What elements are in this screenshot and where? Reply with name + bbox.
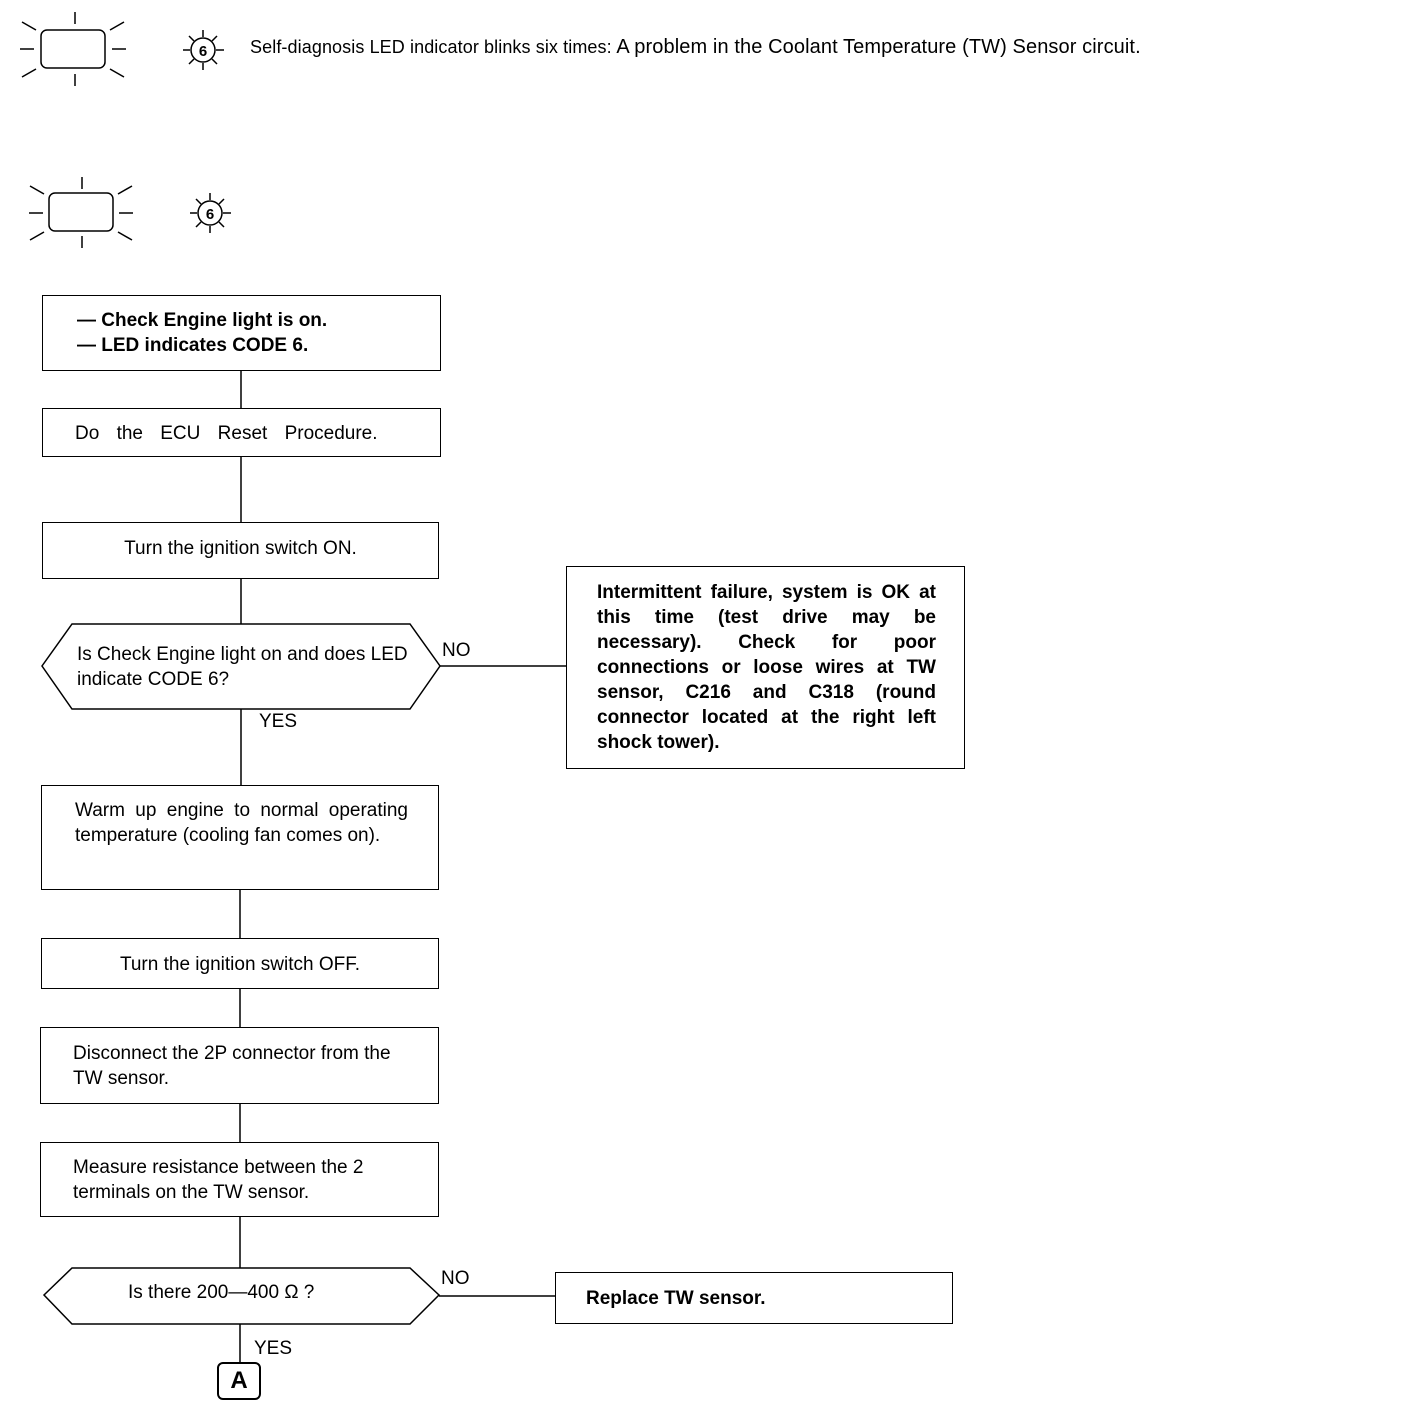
step-disconnect-text: Disconnect the 2P connector from the TW sensor.: [73, 1043, 391, 1089]
start-box: [42, 295, 441, 371]
replace-sensor-box: [555, 1272, 953, 1324]
step-measure-box: [40, 1142, 439, 1217]
decision1-text: Is Check Engine light on and does LED indicate CODE 6?: [77, 644, 408, 690]
continuation-connector-a[interactable]: [217, 1362, 261, 1400]
step-warm-up-box: [41, 785, 439, 890]
step-warm-up-text: Warm up engine to normal operating temperature (cooling fan comes on).: [75, 800, 408, 846]
check-engine-light-icon: [20, 12, 126, 86]
step-ignition-off-text: Turn the ignition switch OFF.: [119, 954, 361, 975]
replace-sensor-text: Replace TW sensor.: [586, 1288, 766, 1309]
start-line-1: — Check Engine light is on.: [77, 310, 328, 331]
decision2-text: Is there 200—400 Ω ?: [128, 1282, 315, 1303]
page-title: [250, 36, 1141, 59]
start-line-2: — LED indicates CODE 6.: [77, 335, 309, 356]
step-reset-box: [42, 408, 441, 457]
step-disconnect-box: [40, 1027, 439, 1104]
led-code-digit-top: 6: [198, 43, 208, 60]
step-ignition-on-box: [42, 522, 439, 579]
step-reset-text: Do the ECU Reset Procedure.: [75, 423, 378, 444]
led-code-digit-second: 6: [205, 206, 215, 223]
decision2-yes-label: YES: [254, 1338, 293, 1359]
intermittent-failure-text: Intermittent failure, system is OK at this time (test drive may be necessary). Check for poor connections or loose wires at TW sensor, C216 and C318 (round connector located at the right left shock tower).: [597, 582, 936, 753]
decision2-no-label: NO: [441, 1268, 470, 1289]
step-ignition-on-text: Turn the ignition switch ON.: [124, 538, 357, 559]
title-part1: Self-diagnosis LED indicator blinks six times:: [250, 37, 612, 57]
connector-label: A: [230, 1367, 248, 1394]
step-ignition-off-box: [41, 938, 439, 989]
step-measure-text: Measure resistance between the 2 terminals on the TW sensor.: [73, 1157, 364, 1203]
decision1-yes-label: YES: [259, 711, 298, 732]
check-engine-light-icon-2: [29, 177, 133, 248]
intermittent-failure-box: [566, 566, 965, 769]
decision1-no-label: NO: [442, 640, 471, 661]
title-part2: A problem in the Coolant Temperature (TW) Sensor circuit.: [616, 36, 1141, 58]
